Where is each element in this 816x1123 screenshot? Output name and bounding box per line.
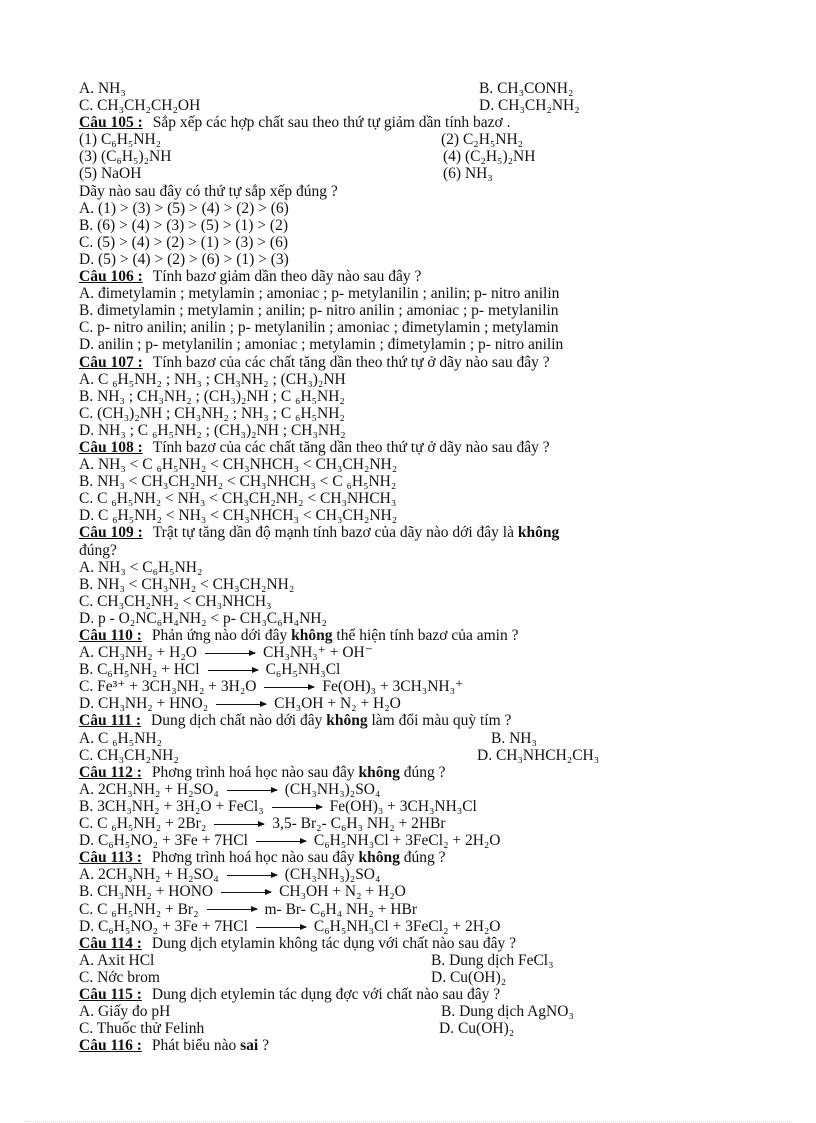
text-line xyxy=(79,473,699,490)
right-column-option: D. Cu(OH)₂ xyxy=(431,968,507,986)
text-line xyxy=(79,952,699,969)
right-column-option: D. CH₃CH₂NH₂ xyxy=(479,97,580,115)
text-line xyxy=(79,319,699,336)
text-line xyxy=(79,217,699,234)
question-line xyxy=(79,1037,699,1054)
text-line xyxy=(79,1020,699,1037)
question-line xyxy=(79,986,699,1003)
line-text: Phát biểu nào xyxy=(151,1037,241,1055)
line-text: B. C₆H₅NH₂ + HCl xyxy=(79,661,200,679)
text-line xyxy=(79,883,699,900)
line-text-continued: m- Br- C₆H₄ NH₂ + HBr xyxy=(264,900,418,918)
right-column-option: B. Dung dịch FeCl₃ xyxy=(431,951,554,969)
question-number: Câu 112 : xyxy=(79,763,142,781)
line-text: B. (6) > (4) > (3) > (5) > (1) > (2) xyxy=(79,216,288,234)
line-text: Phơng trình hoá học nào sau đây xyxy=(151,849,359,867)
line-text: A. NH₃ < C₆H₅NH₂ xyxy=(79,558,203,576)
line-text-continued: C₆H₅NH₃Cl + 3FeCl₂ + 2H₂O xyxy=(313,832,501,850)
line-text: D. C₆H₅NO₂ + 3Fe + 7HCl xyxy=(79,832,248,850)
line-text-continued: thể hiện tính bazơ của amin ? xyxy=(332,627,519,644)
line-text: B. NH₃ < CH₃NH₂ < CH₃CH₂NH₂ xyxy=(79,575,295,593)
line-text: B. NH₃ ; CH₃NH₂ ; (CH₃)₂NH ; C ₆H₅NH₂ xyxy=(79,387,345,405)
line-text: D. p - O₂NC₆H₄NH₂ < p- CH₃C₆H₄NH₂ xyxy=(79,609,327,627)
line-text: Dung dịch etylemin tác dụng đợc với chất nào sau đây ? xyxy=(151,985,501,1003)
question-number: Câu 113 : xyxy=(79,849,142,867)
line-text: C. CH₃CH₂CH₂OH xyxy=(79,97,201,115)
line-text: A. NH₃ xyxy=(79,80,126,97)
reaction-arrow-icon xyxy=(208,670,258,671)
question-number: Câu 108 : xyxy=(79,438,143,456)
line-text: B. đimetylamin ; metylamin ; anilin; p- nitro anilin ; amoniac ; p- metylanilin xyxy=(79,302,559,320)
text-line xyxy=(79,747,699,764)
text-line xyxy=(79,200,699,217)
text-line xyxy=(79,832,699,849)
line-text-continued: (CH₃NH₃)₂SO₄ xyxy=(284,866,381,884)
line-text: A. 2CH₃NH₂ + H₂SO₄ xyxy=(79,780,219,798)
question-number: Câu 116 : xyxy=(79,1037,142,1055)
right-column-option: (4) (C₂H₅)₂NH xyxy=(443,148,536,166)
line-text: Phản ứng nào dới đây xyxy=(151,627,292,644)
line-text: (1) C₆H₅NH₂ xyxy=(79,131,162,149)
question-line xyxy=(79,524,699,541)
text-line xyxy=(79,234,699,251)
question-number: Câu 109 : xyxy=(79,524,143,542)
text-line xyxy=(79,678,699,695)
text-line xyxy=(79,251,699,268)
line-text-continued: ? xyxy=(258,1037,269,1055)
line-text: đúng? xyxy=(79,541,117,559)
bold-keyword: không xyxy=(517,524,560,542)
right-column-option: D. Cu(OH)₂ xyxy=(439,1020,515,1038)
line-text: B. 3CH₃NH₂ + 3H₂O + FeCl₃ xyxy=(79,797,264,815)
text-line xyxy=(79,371,699,388)
question-number: Câu 107 : xyxy=(79,353,143,371)
line-text: Tính bazơ của các chất tăng dần theo thứ tự ở dãy nào sau đây ? xyxy=(152,353,550,371)
right-column-option: (2) C₂H₅NH₂ xyxy=(441,131,524,149)
bold-keyword: không xyxy=(358,763,400,781)
question-number: Câu 115 : xyxy=(79,985,142,1003)
line-text: C. CH₃CH₂NH₂ xyxy=(79,746,179,764)
line-text: Sắp xếp các hợp chất sau theo thứ tự giảm dần tính bazơ . xyxy=(152,114,511,132)
line-text-continued: Fe(OH)₃ + 3CH₃NH₃Cl xyxy=(329,797,477,815)
text-line xyxy=(79,405,699,422)
question-line xyxy=(79,354,699,371)
line-text: Phơng trình hoá học nào sau đây xyxy=(151,763,359,781)
reaction-arrow-icon xyxy=(207,909,257,910)
line-text: Trật tự tăng dần độ mạnh tính bazơ của dãy nào dới đây là xyxy=(152,524,518,542)
text-line xyxy=(79,918,699,935)
line-text: D. NH₃ ; C ₆H₅NH₂ ; (CH₃)₂NH ; CH₃NH₂ xyxy=(79,421,346,439)
text-line xyxy=(79,302,699,319)
text-line xyxy=(79,866,699,883)
question-line xyxy=(79,712,699,729)
line-text: Tính bazơ giảm dần theo dãy nào sau đây ? xyxy=(152,268,422,286)
bold-keyword: sai xyxy=(240,1037,259,1055)
line-text: A. Giấy đo pH xyxy=(79,1003,171,1021)
question-line xyxy=(79,764,699,781)
question-number: Câu 106 : xyxy=(79,268,143,286)
question-line xyxy=(79,268,699,285)
line-text-continued: C₆H₅NH₃Cl + 3FeCl₂ + 2H₂O xyxy=(313,917,501,935)
text-line xyxy=(79,336,699,353)
reaction-arrow-icon xyxy=(227,790,277,791)
question-line xyxy=(79,849,699,866)
right-column-option: B. Dung dịch AgNO₃ xyxy=(441,1003,574,1021)
line-text-continued: CH₃OH + N₂ + H₂O xyxy=(279,883,406,901)
reaction-arrow-icon xyxy=(214,824,264,825)
question-line xyxy=(79,627,699,644)
line-text: C. (CH₃)₂NH ; CH₃NH₂ ; NH₃ ; C ₆H₅NH₂ xyxy=(79,404,345,422)
line-text: (3) (C₆H₅)₂NH xyxy=(79,148,172,166)
line-text: B. NH₃ < CH₃CH₂NH₂ < CH₃NHCH₃ < C ₆H₅NH₂ xyxy=(79,473,397,491)
line-text: C. Nớc brom xyxy=(79,968,160,986)
text-line xyxy=(79,148,699,165)
line-text: C. (5) > (4) > (2) > (1) > (3) > (6) xyxy=(79,233,288,251)
text-line xyxy=(79,542,699,559)
question-line xyxy=(79,439,699,456)
text-line xyxy=(79,661,699,678)
line-text: C. C ₆H₅NH₂ + 2Br₂ xyxy=(79,815,207,833)
line-text: A. C ₆H₅NH₂ ; NH₃ ; CH₃NH₂ ; (CH₃)₂NH xyxy=(79,370,346,388)
line-text-continued: đúng ? xyxy=(399,763,446,781)
line-text: D. (5) > (4) > (2) > (6) > (1) > (3) xyxy=(79,250,289,268)
line-text: Dung dịch etylamin không tác dụng với chất nào sau đây ? xyxy=(151,934,517,952)
question-number: Câu 114 : xyxy=(79,934,142,952)
text-line xyxy=(79,610,699,627)
line-text: C. C ₆H₅NH₂ + Br₂ xyxy=(79,900,199,918)
bold-keyword: không xyxy=(326,712,368,730)
text-line xyxy=(79,730,699,747)
text-line xyxy=(79,901,699,918)
text-line xyxy=(79,490,699,507)
line-text: C. CH₃CH₂NH₂ < CH₃NHCH₃ xyxy=(79,592,272,610)
text-line xyxy=(79,456,699,473)
line-text: B. CH₃NH₂ + HONO xyxy=(79,883,214,901)
line-text: C. p- nitro anilin; anilin ; p- metylanilin ; amoniac ; đimetylamin ; metylamin xyxy=(79,319,559,337)
line-text: C. Fe³⁺ + 3CH₃NH₂ + 3H₂O xyxy=(79,678,257,696)
text-line xyxy=(79,695,699,712)
line-text-continued: CH₃NH₃⁺ + OH⁻ xyxy=(262,644,373,662)
line-text-continued: làm đổi màu quỳ tím ? xyxy=(367,712,512,730)
line-text-continued: (CH₃NH₃)₂SO₄ xyxy=(284,780,381,798)
text-line xyxy=(79,815,699,832)
text-line xyxy=(79,781,699,798)
page-footer-rule xyxy=(24,1121,792,1122)
reaction-arrow-icon xyxy=(256,841,306,842)
question-line xyxy=(79,114,699,131)
reaction-arrow-icon xyxy=(227,875,277,876)
bold-keyword: không xyxy=(358,849,400,867)
text-line xyxy=(79,183,699,200)
line-text: D. C₆H₅NO₂ + 3Fe + 7HCl xyxy=(79,917,248,935)
text-line xyxy=(79,285,699,302)
line-text: A. 2CH₃NH₂ + H₂SO₄ xyxy=(79,866,219,884)
text-line xyxy=(79,422,699,439)
line-text: (5) NaOH xyxy=(79,165,142,183)
question-number: Câu 111 : xyxy=(79,712,142,730)
line-text-continued: C₆H₅NH₃Cl xyxy=(265,661,341,679)
line-text: A. C ₆H₅NH₂ xyxy=(79,729,162,747)
line-text-continued: 3,5- Br₂- C₆H₃ NH₂ + 2HBr xyxy=(272,815,446,833)
text-line xyxy=(79,165,699,182)
text-line xyxy=(79,131,699,148)
text-line xyxy=(79,80,699,97)
text-line xyxy=(79,969,699,986)
line-text: C. Thuốc thử Felinh xyxy=(79,1020,205,1038)
line-text: D. C ₆H₅NH₂ < NH₃ < CH₃NHCH₃ < CH₃CH₂NH₂ xyxy=(79,507,398,525)
text-line xyxy=(79,576,699,593)
reaction-arrow-icon xyxy=(216,704,266,705)
reaction-arrow-icon xyxy=(264,687,314,688)
line-text: A. CH₃NH₂ + H₂O xyxy=(79,644,197,662)
text-line xyxy=(79,507,699,524)
text-line xyxy=(79,644,699,661)
text-line xyxy=(79,1003,699,1020)
line-text: A. (1) > (3) > (5) > (4) > (2) > (6) xyxy=(79,199,289,217)
reaction-arrow-icon xyxy=(221,892,271,893)
question-number: Câu 110 : xyxy=(79,627,142,644)
line-text: A. Axit HCl xyxy=(79,951,155,969)
line-text-continued: CH₃OH + N₂ + H₂O xyxy=(274,695,401,713)
question-line xyxy=(79,935,699,952)
reaction-arrow-icon xyxy=(272,807,322,808)
text-line xyxy=(79,388,699,405)
text-line xyxy=(79,593,699,610)
bold-keyword: không xyxy=(291,627,333,644)
line-text: A. NH₃ < C ₆H₅NH₂ < CH₃NHCH₃ < CH₃CH₂NH₂ xyxy=(79,456,398,474)
line-text: A. đimetylamin ; metylamin ; amoniac ; p- metylanilin ; anilin; p- nitro anilin xyxy=(79,285,560,303)
line-text: D. anilin ; p- metylanilin ; amoniac ; metylamin ; đimetylamin ; p- nitro anilin xyxy=(79,336,564,354)
document-body xyxy=(79,80,699,1054)
text-line xyxy=(79,798,699,815)
right-column-option: D. CH₃NHCH₂CH₃ xyxy=(477,746,600,764)
right-column-option: B. CH₃CONH₂ xyxy=(479,80,574,97)
text-line xyxy=(79,97,699,114)
line-text: Dãy nào sau đây có thứ tự sắp xếp đúng ? xyxy=(79,182,338,200)
question-number: Câu 105 : xyxy=(79,114,143,132)
line-text: D. CH₃NH₂ + HNO₂ xyxy=(79,695,209,713)
reaction-arrow-icon xyxy=(205,653,255,654)
reaction-arrow-icon xyxy=(256,927,306,928)
line-text-continued: Fe(OH)₃ + 3CH₃NH₃⁺ xyxy=(322,678,464,696)
line-text-continued: đúng ? xyxy=(399,849,446,867)
line-text: Dung dịch chất nào dới đây xyxy=(151,712,327,730)
right-column-option: B. NH₃ xyxy=(491,729,537,747)
line-text: Tính bazơ của các chất tăng dần theo thứ tự ở dãy nào sau đây ? xyxy=(152,438,550,456)
line-text: C. C ₆H₅NH₂ < NH₃ < CH₃CH₂NH₂ < CH₃NHCH₃ xyxy=(79,490,397,508)
right-column-option: (6) NH₃ xyxy=(443,165,493,183)
text-line xyxy=(79,559,699,576)
